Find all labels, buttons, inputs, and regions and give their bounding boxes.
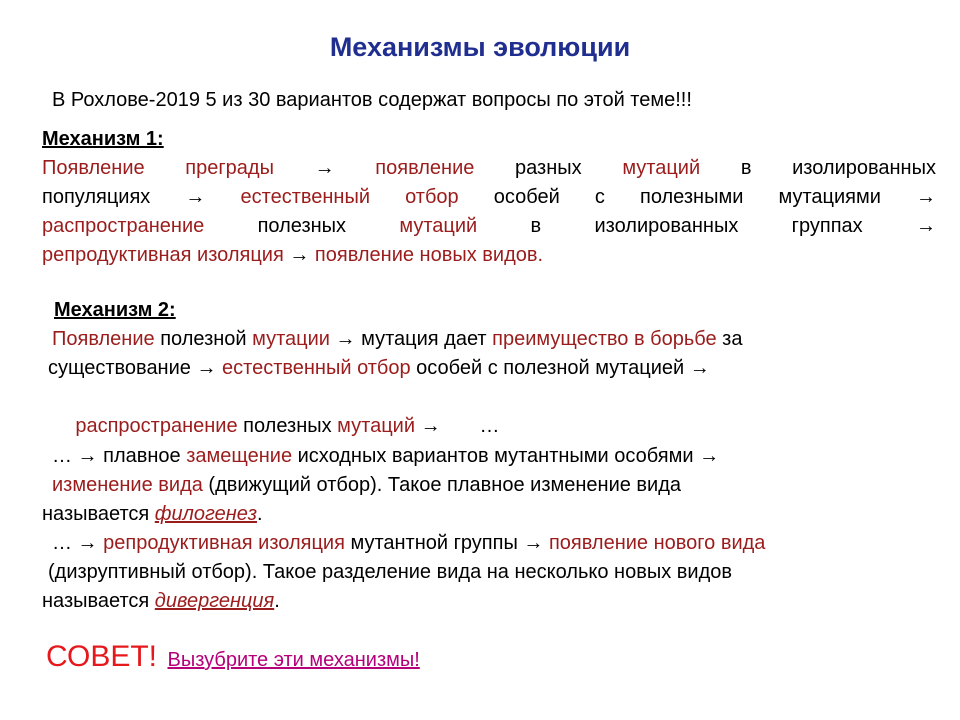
advice bbox=[46, 640, 420, 674]
term-species-change: изменение вида bbox=[52, 474, 203, 496]
text: исходных вариантов мутантными особями → bbox=[292, 445, 720, 467]
text: . bbox=[257, 503, 263, 525]
mechanism-2-heading: Механизм 2: bbox=[54, 299, 176, 321]
text: полезных bbox=[237, 415, 338, 437]
term-natural-selection: естественный отбор bbox=[222, 357, 411, 379]
term-mutations: мутаций bbox=[399, 215, 478, 237]
text: особей с полезными мутациями → bbox=[458, 186, 936, 208]
term-mutations: мутаций bbox=[622, 157, 701, 179]
term-mutations: мутаций bbox=[337, 415, 416, 437]
term-new-species: появление новых видов. bbox=[314, 244, 544, 266]
text: существование → bbox=[48, 357, 223, 379]
mechanism-2-line-2 bbox=[42, 354, 936, 383]
advice-link[interactable]: Вызубрите эти механизмы! bbox=[167, 649, 420, 671]
text: … → плавное bbox=[52, 445, 187, 467]
term-barrier: Появление преграды bbox=[42, 157, 274, 179]
outcome-phylogenesis bbox=[42, 442, 936, 529]
term-new-species: появление нового вида bbox=[548, 532, 766, 554]
text: (дизруптивный отбор). Такое разделение вида на несколько новых видов bbox=[48, 561, 732, 583]
text: мутантной группы → bbox=[344, 532, 549, 554]
text: за bbox=[716, 328, 743, 350]
outcome-2-line-1 bbox=[42, 529, 936, 558]
term-mutation: мутации bbox=[252, 328, 330, 350]
advice-label: СОВЕТ! bbox=[46, 640, 158, 673]
text: → … bbox=[415, 415, 500, 437]
text: называется bbox=[42, 590, 155, 612]
text: особей с полезной мутацией → bbox=[410, 357, 710, 379]
outcome-2-line-3 bbox=[42, 587, 936, 616]
text: в изолированных bbox=[700, 157, 936, 179]
mechanism-1-line-3 bbox=[42, 212, 936, 241]
term-phylogenesis: филогенез bbox=[154, 503, 257, 525]
text: полезной bbox=[154, 328, 253, 350]
term-spread: распространение bbox=[42, 215, 205, 237]
term-divergence: дивергенция bbox=[154, 590, 275, 612]
mechanism-1-line-1 bbox=[42, 154, 936, 183]
term-spread: распространение bbox=[75, 415, 238, 437]
outcome-1-line-1 bbox=[42, 442, 936, 471]
outcome-2-line-2 bbox=[42, 558, 936, 587]
term-reproductive-isolation: репродуктивная изоляция bbox=[103, 532, 345, 554]
text: → bbox=[273, 157, 376, 179]
outcome-divergence bbox=[42, 529, 936, 616]
text: называется bbox=[42, 503, 155, 525]
intro-note: В Рохлове-2019 5 из 30 вариантов содержат вопросы по этой теме!!! bbox=[52, 89, 692, 111]
text: → bbox=[283, 244, 315, 266]
term-replacement: замещение bbox=[186, 445, 293, 467]
term-natural-selection: естественный отбор bbox=[240, 186, 459, 208]
mechanism-1-line-2 bbox=[42, 183, 936, 212]
text: разных bbox=[474, 157, 623, 179]
slide-title: Механизмы эволюции bbox=[329, 32, 631, 62]
text: популяциях → bbox=[42, 186, 241, 208]
term-advantage: преимущество в борьбе bbox=[492, 328, 717, 350]
mechanism-1-heading: Механизм 1: bbox=[42, 128, 164, 150]
outcome-1-line-3 bbox=[42, 500, 936, 529]
text: → мутация дает bbox=[329, 328, 493, 350]
mechanism-2-line-1 bbox=[42, 325, 936, 354]
text: полезных bbox=[204, 215, 400, 237]
outcome-1-line-2 bbox=[42, 471, 936, 500]
text: … → bbox=[52, 532, 104, 554]
term-appearance: появление bbox=[375, 157, 475, 179]
text: . bbox=[274, 590, 280, 612]
mechanism-1-line-4 bbox=[42, 241, 936, 270]
term-reproductive-isolation: репродуктивная изоляция bbox=[42, 244, 284, 266]
mechanism-1 bbox=[42, 125, 936, 270]
text: в изолированных группах → bbox=[477, 215, 936, 237]
text: (движущий отбор). Такое плавное изменение вида bbox=[202, 474, 682, 496]
term-appearance: Появление bbox=[52, 328, 155, 350]
